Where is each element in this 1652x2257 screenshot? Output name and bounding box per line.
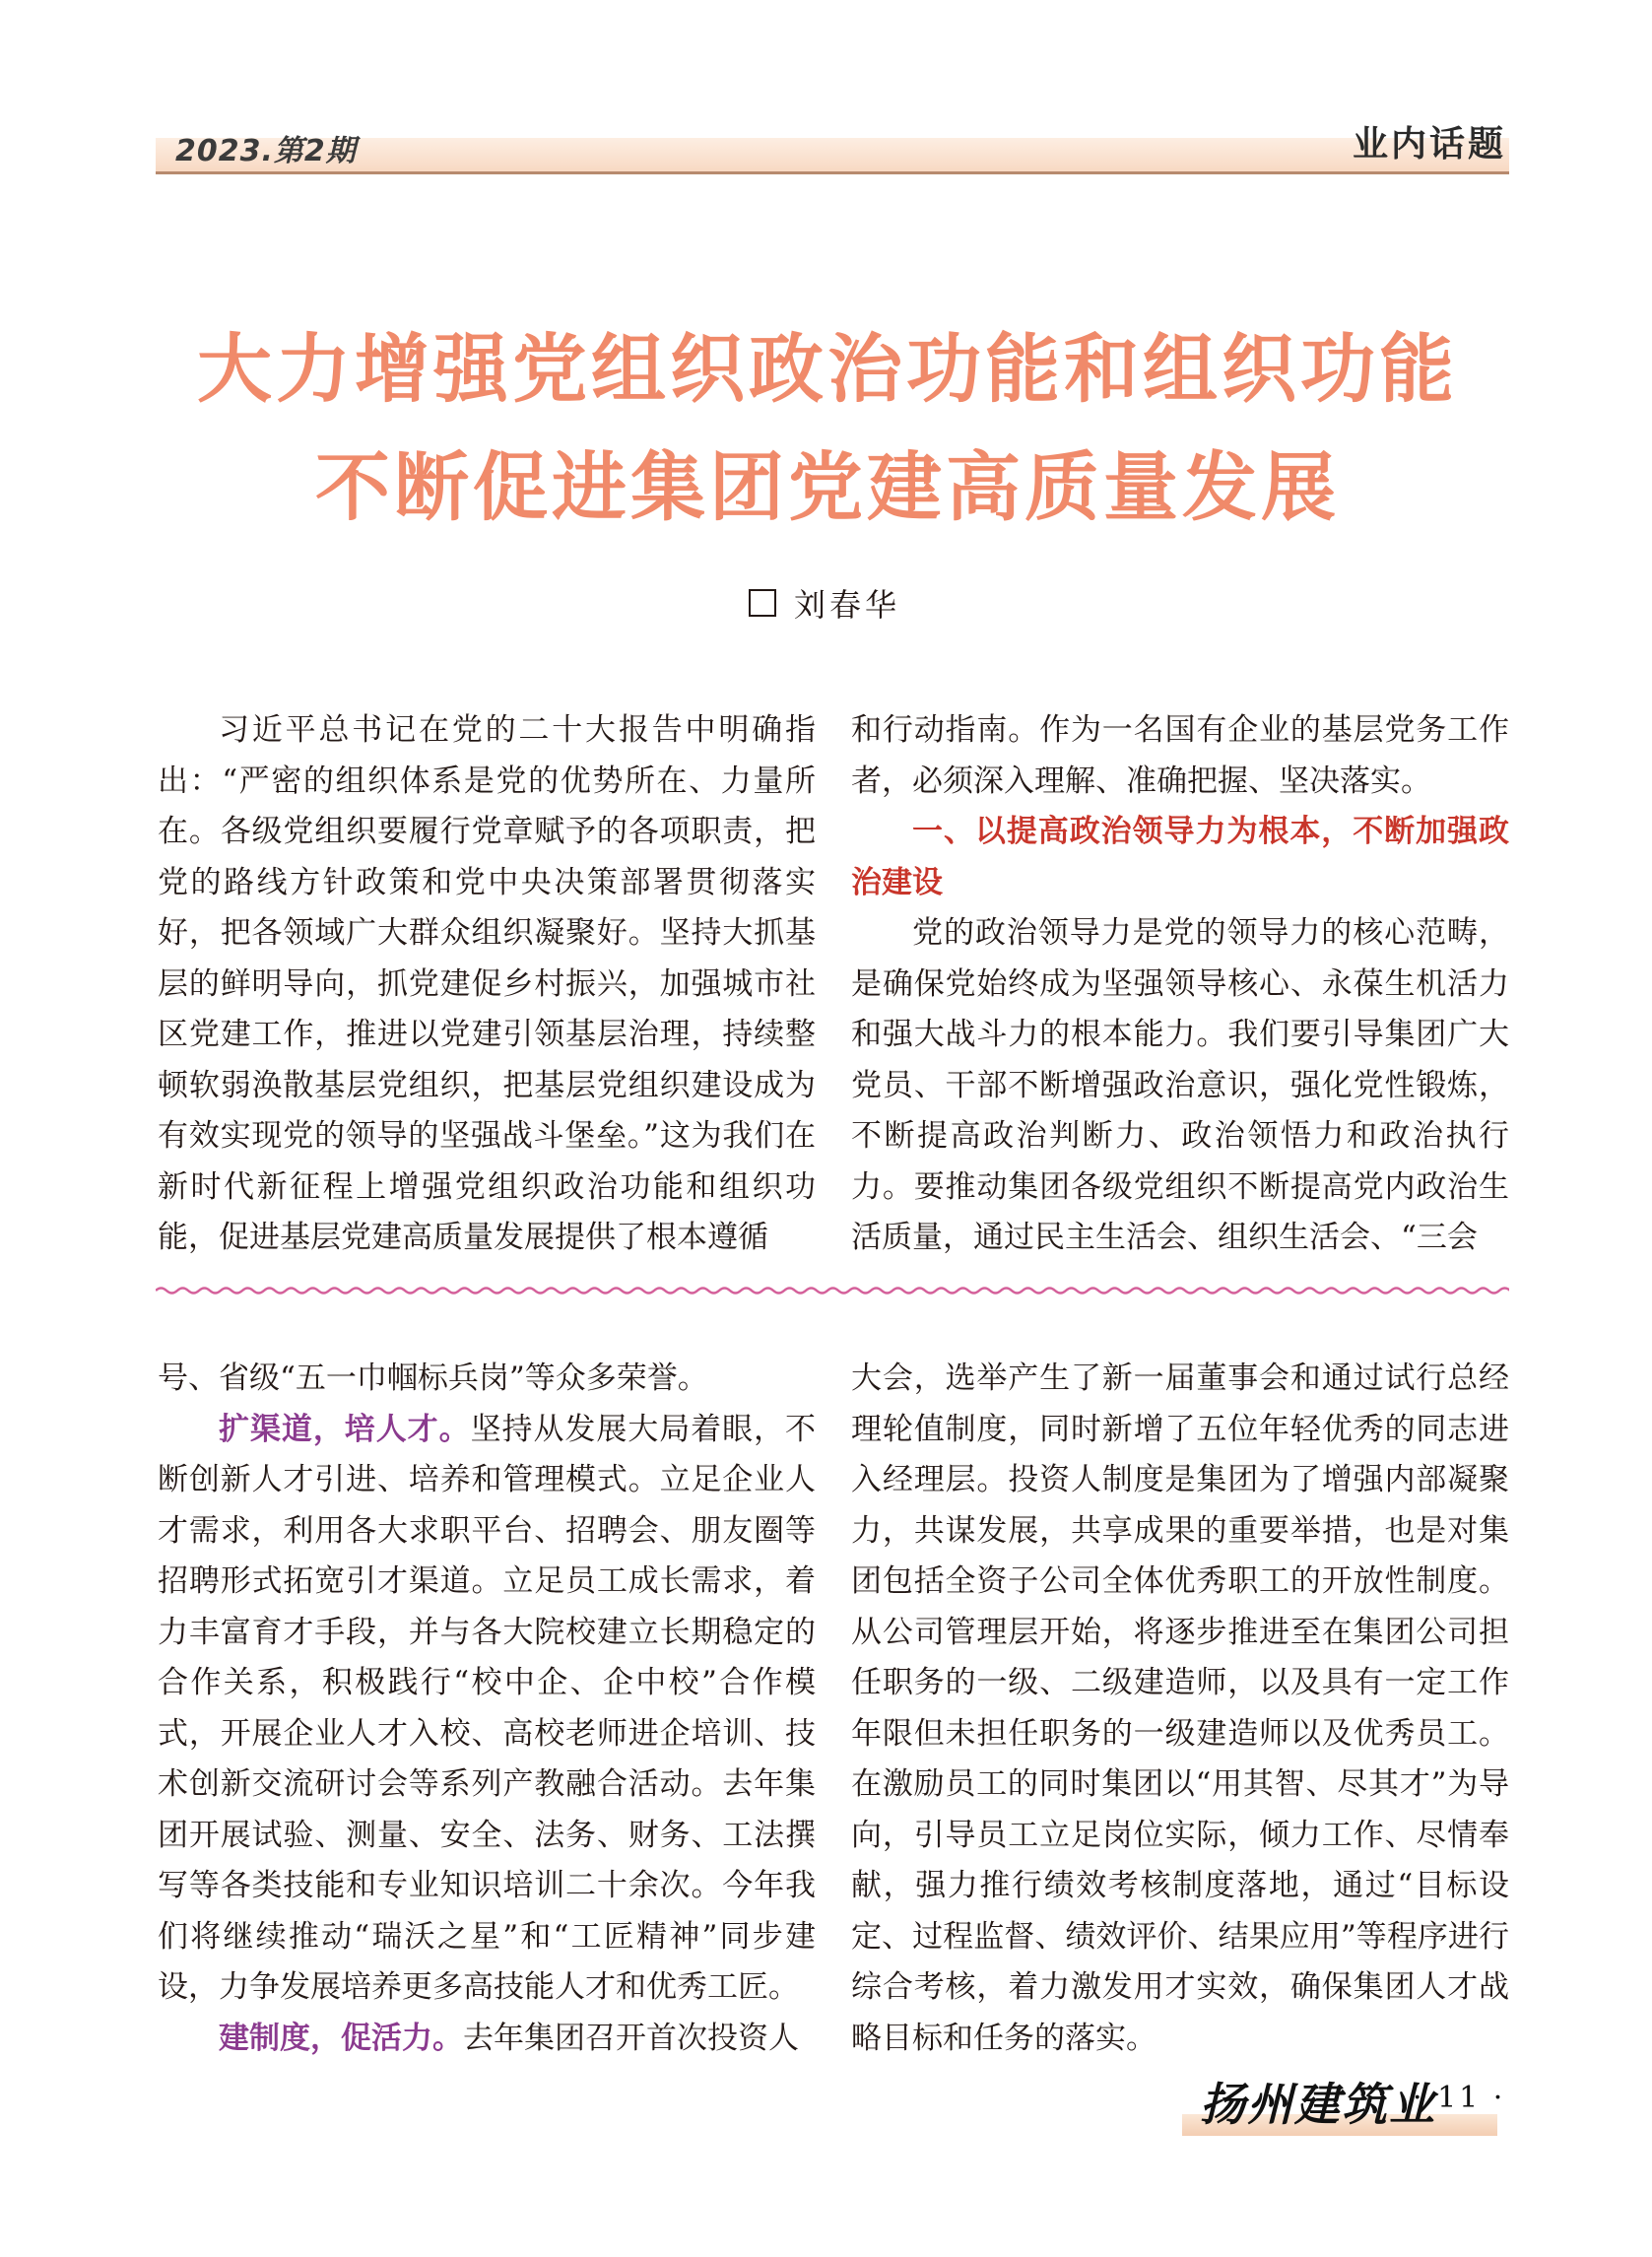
title-line-1: 大力增强党组织政治功能和组织功能: [197, 325, 1458, 413]
paragraph: 号、省级“五一巾帼标兵岗”等众多荣誉。: [158, 1361, 708, 1396]
paragraph: 大会，选举产生了新一届董事会和通过试行总经理轮值制度，同时新增了五位年轻优秀的同志进入经理层。投资人制度是集团为了增强内部凝聚力，共谋发展，共享成果的重要举措，也是对集团包括全资子公司全体优秀职工的开放性制度。从公司管理层开始，将逐步推进至在集团公司担任职务的一级、二级建造师，以及具有一定工作年限但未担任职务的一级建造师以及优秀员工。在激励员工的同时集团以“用其智、尽其才”为导向，引导员工立足岗位实际，倾力工作、尽情奉献，强力推行绩效考核制度落地，通过“目标设定、过程监督、绩效评价、结果应用”等程序进行综合考核，着力激发用才实效，确保集团人才战略目标和任务的落实。: [851, 1361, 1509, 2056]
square-icon: [749, 589, 776, 617]
paragraph-lead: 建制度，促活力。: [219, 2020, 463, 2056]
magazine-logo: 扬州建筑业: [1200, 2078, 1436, 2131]
paragraph: 和行动指南。作为一名国有企业的基层党务工作者，必须深入理解、准确把握、坚决落实。: [851, 712, 1509, 799]
wavy-divider: [156, 1281, 1509, 1300]
section-heading: 一、以提高政治领导力为根本，不断加强政治建设: [851, 814, 1509, 900]
byline: [749, 580, 900, 626]
article-title: [118, 310, 1537, 547]
paragraph-body: 去年集团召开首次投资人: [463, 2020, 799, 2056]
author-name: 刘春华: [794, 586, 901, 624]
paragraph-lead: 扩渠道，培人才。: [219, 1411, 471, 1447]
issue-label: 2023.第2期: [175, 134, 357, 168]
page-number: · 11 ·: [1413, 2081, 1506, 2115]
column-bottom-left: [158, 1354, 816, 2064]
column-bottom-right: [851, 1354, 1509, 2064]
column-top-right: [851, 705, 1509, 1264]
title-line-2: 不断促进集团党建高质量发展: [315, 443, 1340, 531]
paragraph: [158, 1405, 816, 2014]
paragraph: [158, 2014, 816, 2065]
section-label: 业内话题: [1352, 124, 1506, 165]
column-top-left: [158, 705, 816, 1264]
paragraph-body: 坚持从发展大局着眼，不断创新人才引进、培养和管理模式。立足企业人才需求，利用各大求职平台、招聘会、朋友圈等招聘形式拓宽引才渠道。立足员工成长需求，着力丰富育才手段，并与各大院校建立长期稳定的合作关系，积极践行“校中企、企中校”合作模式，开展企业人才入校、高校老师进企培训、技术创新交流研讨会等系列产教融合活动。去年集团开展试验、测量、安全、法务、财务、工法撰写等各类技能和专业知识培训二十余次。今年我们将继续推动“瑞沃之星”和“工匠精神”同步建设，力争发展培养更多高技能人才和优秀工匠。: [158, 1411, 817, 2005]
paragraph: 党的政治领导力是党的领导力的核心范畴，是确保党始终成为坚强领导核心、永葆生机活力和强大战斗力的根本能力。我们要引导集团广大党员、干部不断增强政治意识，强化党性锻炼，不断提高政治判断力、政治领悟力和政治执行力。要推动集团各级党组织不断提高党内政治生活质量，通过民主生活会、组织生活会、“三会: [851, 915, 1509, 1255]
header-band: [156, 138, 1509, 174]
paragraph: 习近平总书记在党的二十大报告中明确指出：“严密的组织体系是党的优势所在、力量所在。各级党组织要履行党章赋予的各项职责，把党的路线方针政策和党中央决策部署贯彻落实好，把各领域广大群众组织凝聚好。坚持大抓基层的鲜明导向，抓党建促乡村振兴，加强城市社区党建工作，推进以党建引领基层治理，持续整顿软弱涣散基层党组织，把基层党组织建设成为有效实现党的领导的坚强战斗堡垒。”这为我们在新时代新征程上增强党组织政治功能和组织功能，促进基层党建高质量发展提供了根本遵循: [158, 712, 816, 1255]
